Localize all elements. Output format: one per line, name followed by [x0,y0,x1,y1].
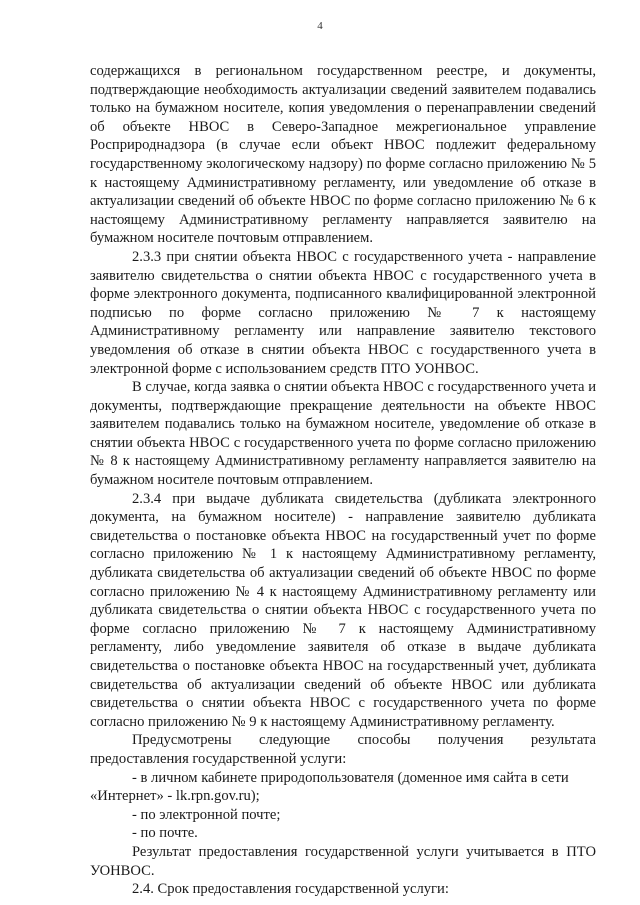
list-item-personal-cabinet: - в личном кабинете природопользователя (доменное имя сайта в сети «Интернет» - lk.rpn.gov.ru); [90,769,569,805]
paragraph-paper-carrier-case: В случае, когда заявка о снятии объекта НВОС с государственного учета и документы, подтверждающие прекращение деятельности на объекте НВОС заявителем подавались только на бумажном носителе, уведомление об отказе в снятии объекта НВОС с государственного учета по форме согласно приложению № 8 к настоящему Административному регламенту направляется заявителю на бумажном носителе почтовым отправлением. [90,379,596,489]
paragraph-continuation: содержащихся в региональном государственном реестре, и документы, подтверждающие необходимость актуализации сведений заявителем подавались только на бумажном носителе, копия уведомления о перенаправлении сведений об объекте НВОС в Северо-Западное межрегиональное управление Росприроднадзора (в случае если объект НВОС подлежит федеральному государственному экологическому надзору) по форме согласно приложению № 5 к настоящему Административному регламенту, или уведомление об отказе в актуализации сведений об объекте НВОС по форме согласно приложению № 6 к настоящему Административному регламенту направляется заявителю на бумажном носителе почтовым отправлением. [90,63,596,247]
list-item-email: - по электронной почте; [132,806,281,823]
document-body [90,62,596,899]
section-heading-2-4: 2.4. Срок предоставления государственной услуги: [132,881,449,898]
page-number: 4 [317,20,323,32]
paragraph-result-accounting: Результат предоставления государственной услуги учитывается в ПТО УОНВОС. [90,843,596,879]
paragraph-2-3-3: 2.3.3 при снятии объекта НВОС с государственного учета - направление заявителю свидетельства о снятии объекта НВОС с государственного учета в форме электронного документа, подписанного квалифицированной электронной подписью по форме согласно приложению № 7 к настоящему Административному регламенту или направление заявителю текстового уведомления об отказе в снятии объекта НВОС с государственного учета в электронной форме с использованием средств ПТО УОНВОС. [90,248,596,377]
paragraph-2-3-4: 2.3.4 при выдаче дубликата свидетельства (дубликата электронного документа, на бумажном носителе) - направление заявителю дубликата свидетельства о постановке объекта НВОС на государственный учет по форме согласно приложению № 1 к настоящему Административному регламенту, дубликата свидетельства об актуализации сведений об объекте НВОС по форме согласно приложению № 4 к настоящему Административному регламенту или дубликата свидетельства о снятии объекта НВОС с государственного учета по форме согласно приложению № 7 к настоящему Административному регламенту, либо уведомление заявителя об отказе в выдаче дубликата свидетельства о постановке объекта НВОС на государственный учет, дубликата свидетельства об актуализации сведений об объекте НВОС или дубликата свидетельства о снятии объекта НВОС с государственного учета по форме согласно приложению № 9 к настоящему Административному регламенту. [90,490,596,730]
list-item-post: - по почте. [132,825,198,842]
paragraph-result-methods: Предусмотрены следующие способы получения результата предоставления государственной услуги: [90,732,596,767]
